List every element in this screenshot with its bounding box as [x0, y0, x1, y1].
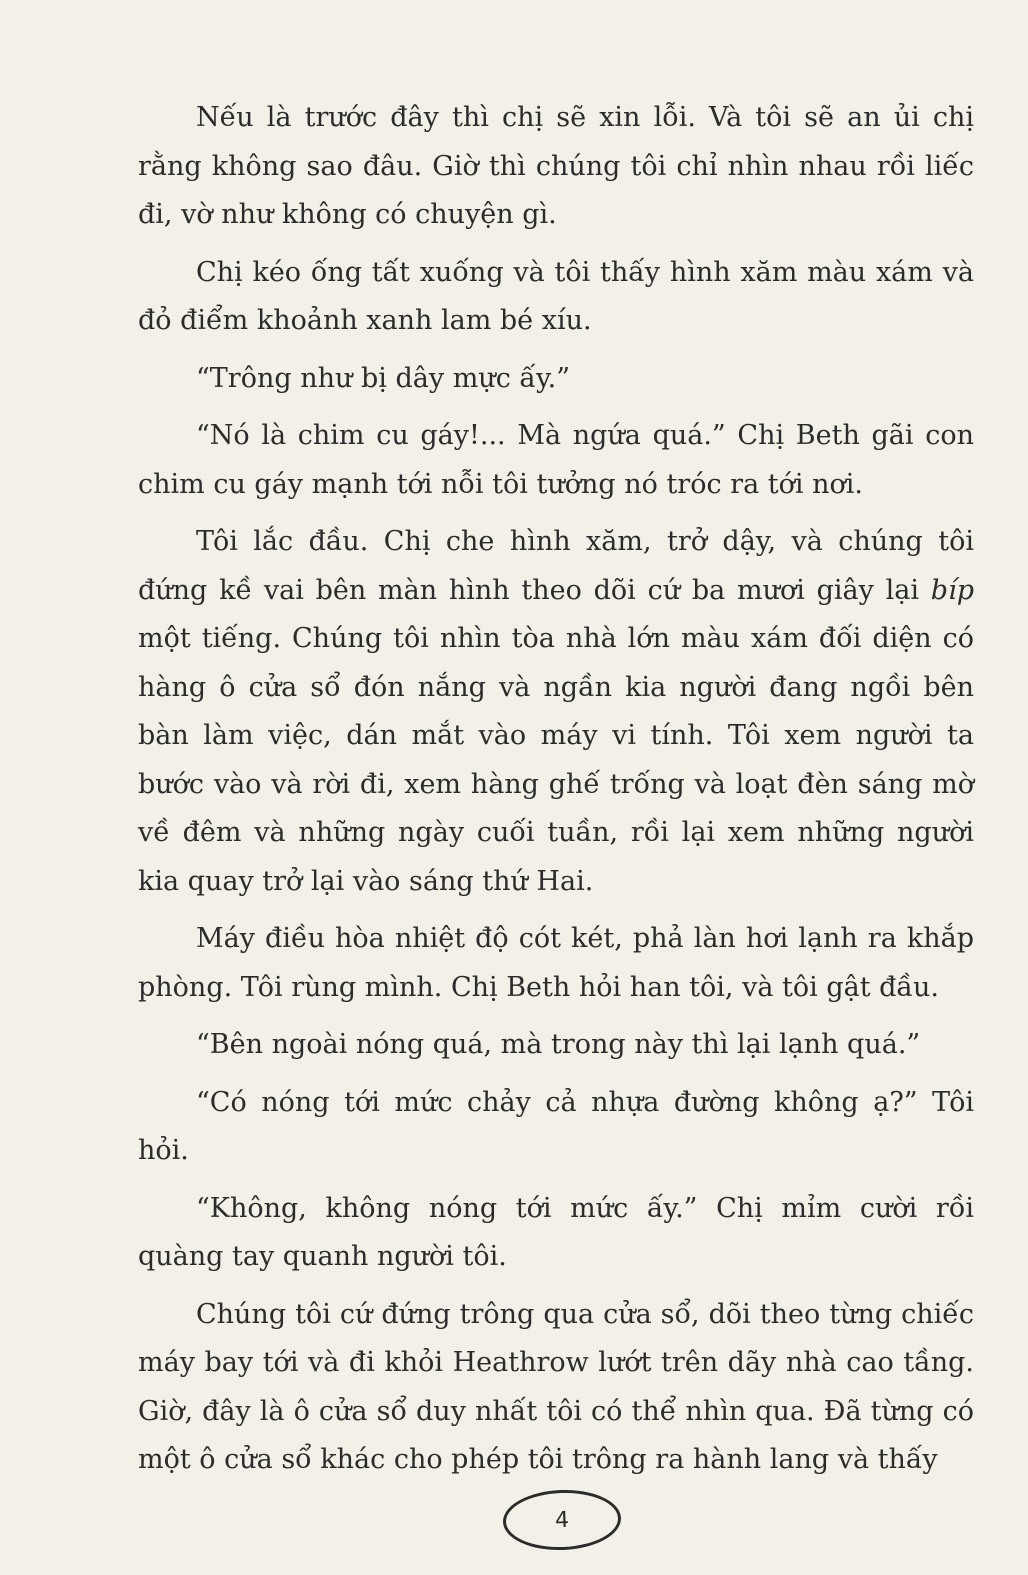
paragraph-5: [138, 518, 974, 906]
page-number: 4: [554, 1507, 570, 1533]
paragraph-5-end: một tiếng. Chúng tôi nhìn tòa nhà lớn màu xám đối diện có hàng ô cửa sổ đón nắng và ngần kia người đang ngồi bên bàn làm việc, dán mắt vào máy vi tính. Tôi xem người ta bước vào và rời đi, xem hàng ghế trống và loạt đèn sáng mờ về đêm và những ngày cuối tuần, rồi lại xem những người kia quay trở lại vào sáng thứ Hai.: [138, 623, 974, 897]
paragraph-4: “Nó là chim cu gáy!... Mà ngứa quá.” Chị Beth gãi con chim cu gáy mạnh tới nỗi tôi tưởng nó tróc ra tới nơi.: [138, 420, 974, 500]
paragraph-1: Nếu là trước đây thì chị sẽ xin lỗi. Và tôi sẽ an ủi chị rằng không sao đâu. Giờ thì chúng tôi chỉ nhìn nhau rồi liếc đi, vờ như không có chuyện gì.: [138, 102, 974, 230]
paragraph-10: Chúng tôi cứ đứng trông qua cửa sổ, dõi theo từng chiếc máy bay tới và đi khỏi Heathrow lướt trên dãy nhà cao tầng. Giờ, đây là ô cửa sổ duy nhất tôi có thể nhìn qua. Đã từng có một ô cửa sổ khác cho phép tôi trông ra hành lang và thấy: [138, 1298, 974, 1475]
page-number-oval: [502, 1488, 622, 1552]
paragraph-6: Máy điều hòa nhiệt độ cót két, phả làn hơi lạnh ra khắp phòng. Tôi rùng mình. Chị Beth hỏi han tôi, và tôi gật đầu.: [138, 923, 974, 1003]
body-text: [138, 94, 974, 1494]
paragraph-3: “Trông như bị dây mực ấy.”: [196, 362, 570, 394]
paragraph-7: “Bên ngoài nóng quá, mà trong này thì lại lạnh quá.”: [196, 1029, 921, 1060]
paragraph-9: “Không, không nóng tới mức ấy.” Chị mỉm cười rồi quàng tay quanh người tôi.: [138, 1192, 974, 1272]
paragraph-2: Chị kéo ống tất xuống và tôi thấy hình xăm màu xám và đỏ điểm khoảnh xanh lam bé xíu.: [138, 256, 974, 336]
paragraph-5-emphasis: bíp: [930, 574, 974, 606]
paragraph-5-start: Tôi lắc đầu. Chị che hình xăm, trở dậy, và chúng tôi đứng kề vai bên màn hình theo dõi cứ ba mươi giây lại: [138, 526, 974, 606]
paragraph-8: “Có nóng tới mức chảy cả nhựa đường không ạ?” Tôi hỏi.: [138, 1086, 974, 1166]
